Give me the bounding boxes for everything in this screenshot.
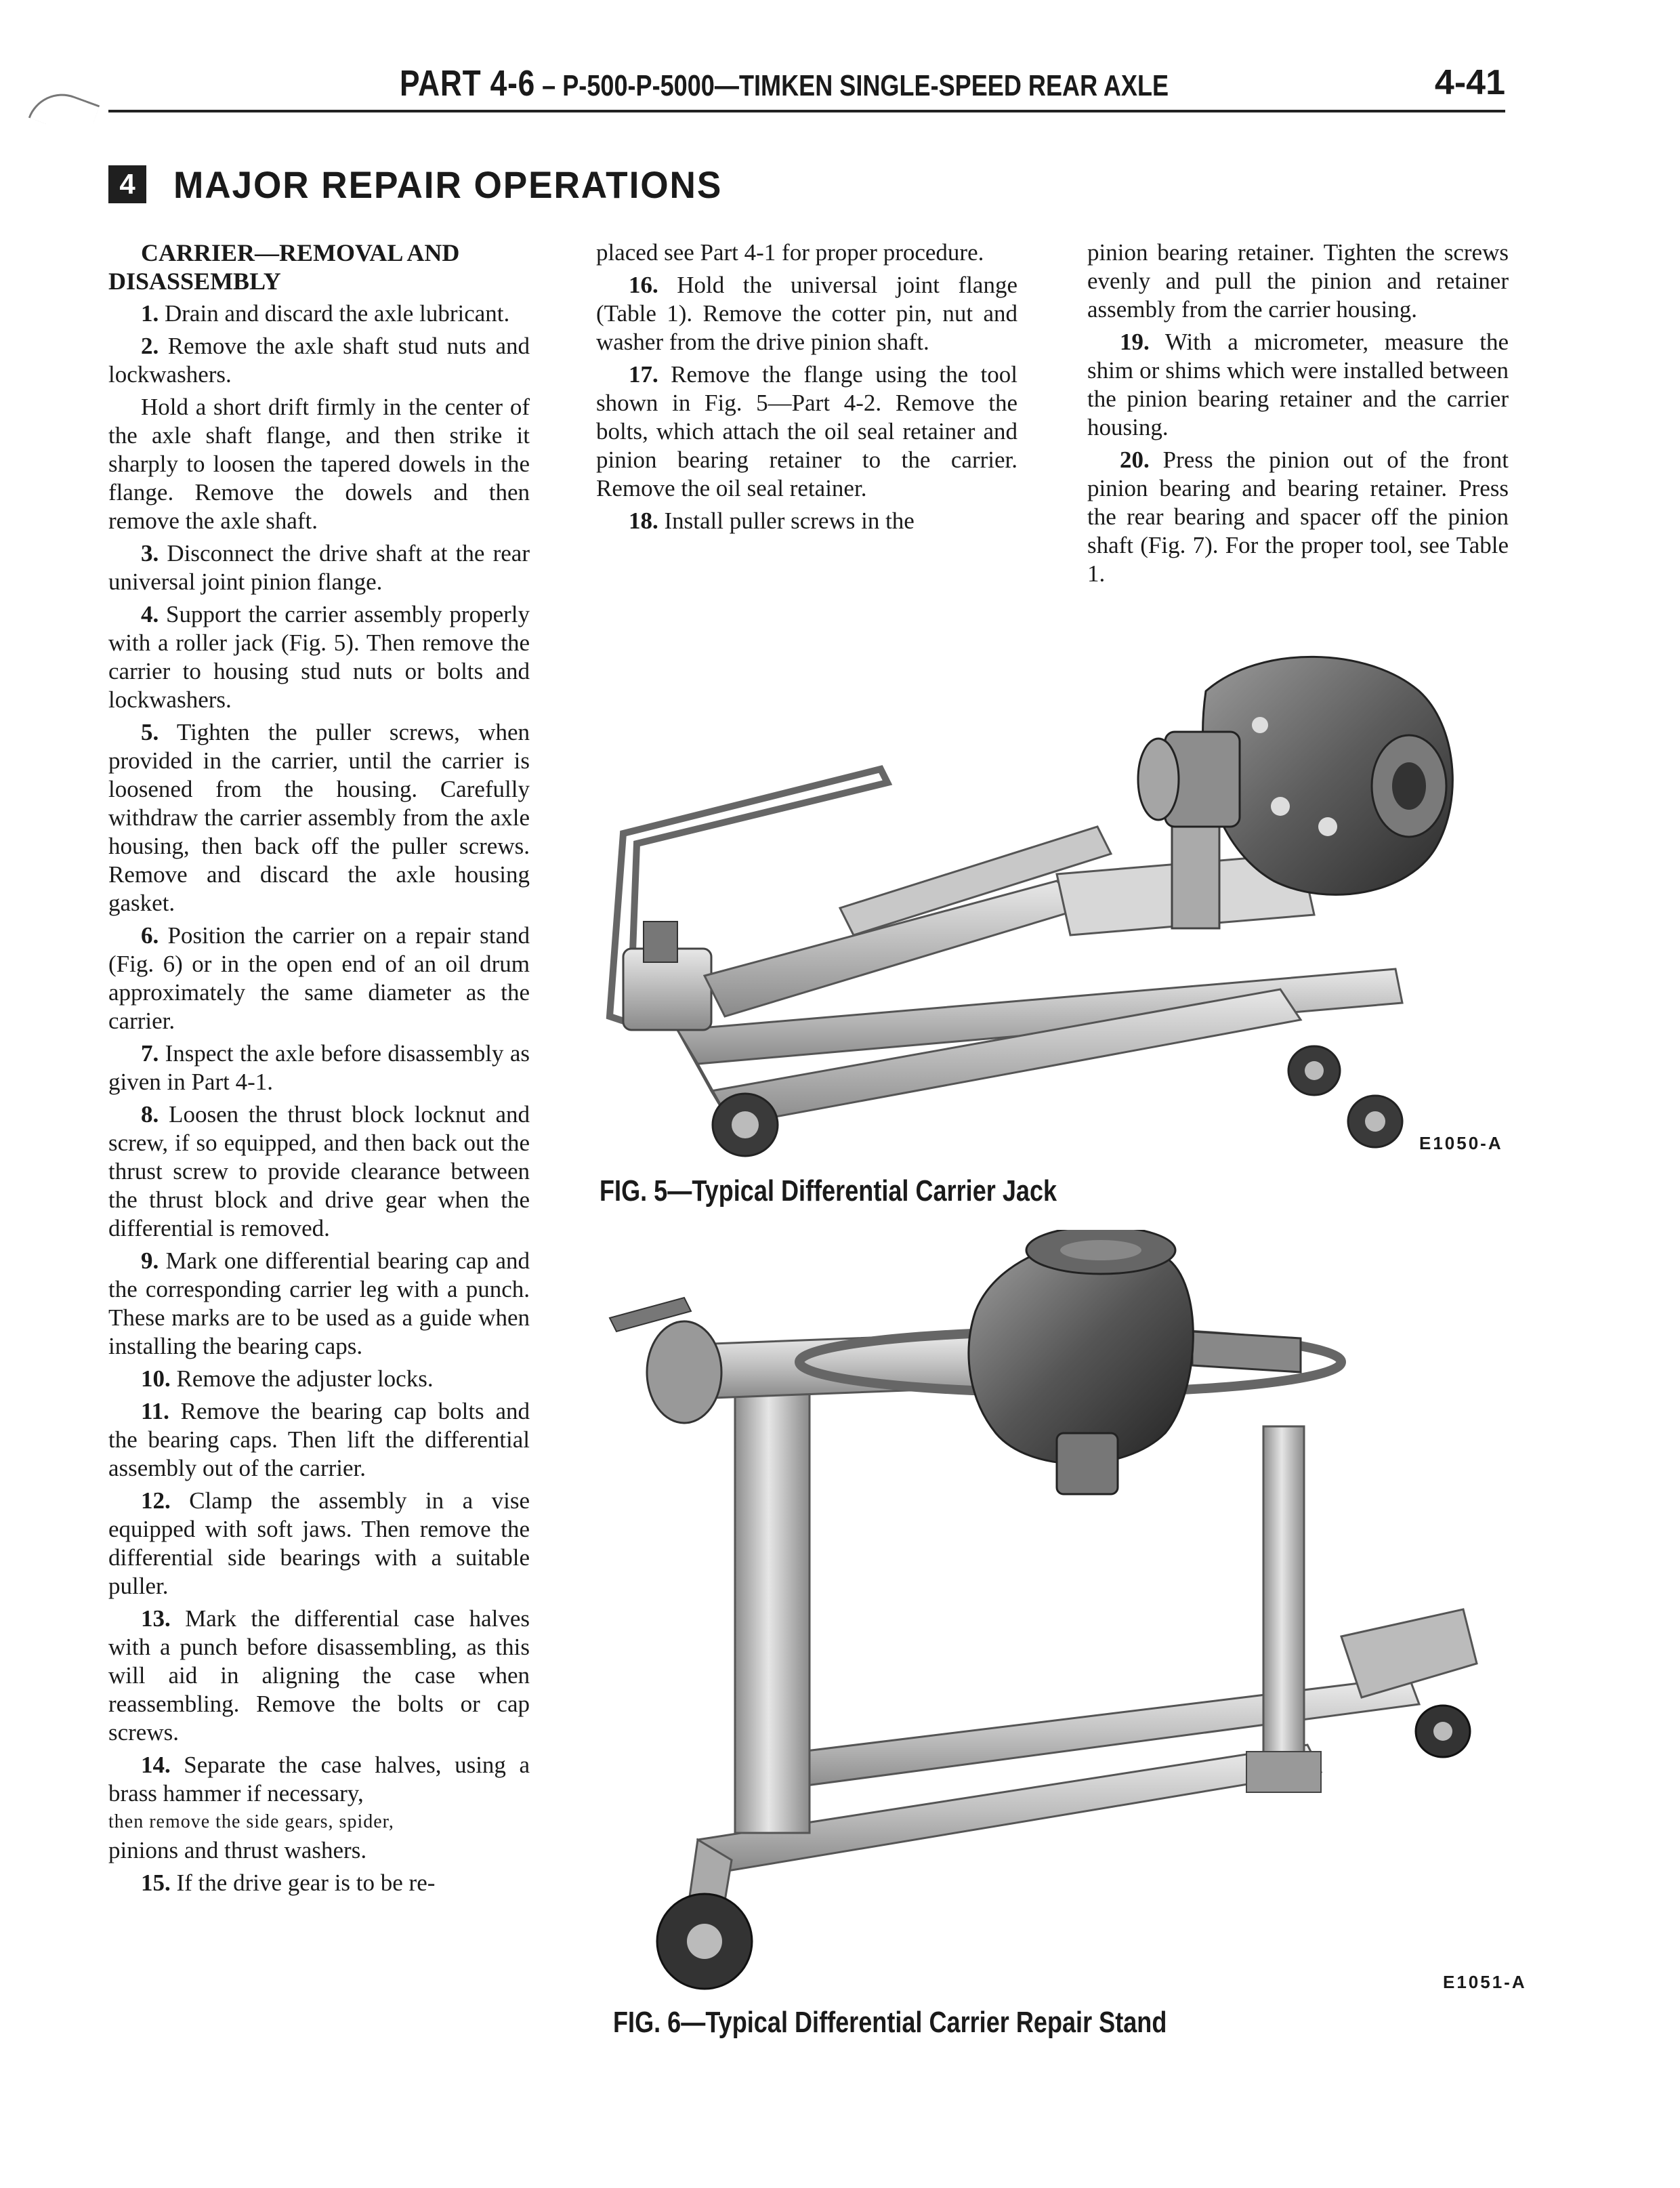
paragraph (1087, 328, 1509, 442)
paragraph (108, 539, 530, 596)
step-text: Remove the axle shaft stud nuts and lockwashers. (108, 333, 530, 388)
paragraph (108, 393, 530, 535)
figure-6-caption: FIG. 6—Typical Differential Carrier Repair Stand (613, 2006, 1167, 2039)
step-number: 18. (629, 508, 658, 534)
paragraph (108, 1605, 530, 1747)
subheading: CARRIER—REMOVAL AND DISASSEMBLY (108, 239, 460, 295)
paragraph (108, 1397, 530, 1483)
small-text-line: then remove the side gears, spider, (108, 1811, 394, 1832)
paragraph-continuation (596, 239, 1017, 267)
section-heading (108, 164, 751, 205)
paragraph (108, 1751, 530, 1808)
page-number: 4-41 (1434, 63, 1505, 102)
step-text: With a micrometer, measure the shim or shims which were installed between the pinion bearing retainer and the carrier housing. (1087, 329, 1509, 440)
paragraph (108, 922, 530, 1035)
page-header (108, 62, 1505, 111)
paragraph (108, 718, 530, 917)
paragraph (108, 1487, 530, 1601)
step-text: Clamp the assembly in a vise equipped with soft jaws. Then remove the differential side bearings with a suitable puller. (108, 1487, 530, 1599)
figure-5-caption: FIG. 5—Typical Differential Carrier Jack (600, 1174, 1057, 1207)
paragraph (108, 1869, 530, 1897)
step-number: 19. (1120, 329, 1150, 355)
step-text: Press the pinion out of the front pinion bearing and bearing retainer. Press the rear bearing and spacer off the pinion shaft (Fig. 7). For the proper tool, see Table 1. (1087, 447, 1509, 587)
step-text: Disconnect the drive shaft at the rear universal joint pinion flange. (108, 540, 530, 595)
text-column-2 (596, 239, 1017, 539)
paragraph (108, 300, 530, 328)
header-title (400, 62, 1169, 104)
step-text: Loosen the thrust block locknut and screw, if so equipped, and then back out the thrust screw to provide clearance between the thrust block and drive gear when the differential is removed. (108, 1101, 530, 1241)
step-number: 6. (141, 922, 159, 949)
paragraph (108, 332, 530, 389)
step-number: 15. (141, 1870, 171, 1896)
paragraph (108, 1365, 530, 1393)
step-text: If the drive gear is to be re- (170, 1870, 436, 1896)
step-text: Support the carrier assembly properly with a roller jack (Fig. 5). Then remove the carrier to housing stud nuts or bolts and lockwashers. (108, 601, 530, 713)
page-corner-mark (28, 84, 100, 140)
step-text: Position the carrier on a repair stand (Fig. 6) or in the open end of an oil drum approximately the same diameter as the carrier. (108, 922, 530, 1034)
header-part-label: PART 4-6 (400, 63, 536, 104)
step-text: placed see Part 4-1 for proper procedure. (596, 239, 984, 266)
step-text: Hold a short drift firmly in the center of the axle shaft flange, and then strike it sharply to loosen the tapered dowels in the flange. Remove the dowels and then remove the axle shaft. (108, 394, 530, 534)
step-number: 1. (141, 300, 159, 327)
step-number: 12. (141, 1487, 171, 1514)
step-text: Hold the universal joint flange (Table 1). Remove the cotter pin, nut and washer from the drive pinion shaft. (596, 272, 1017, 355)
step-text: Mark the differential case halves with a punch before disassembling, as this will aid in aligning the case when reassembling. Remove the bolts or cap screws. (108, 1605, 530, 1746)
header-rule (108, 110, 1505, 112)
step-text: Mark one differential bearing cap and the corresponding carrier leg with a punch. These marks are to be used as a guide when installing the bearing caps. (108, 1247, 530, 1359)
step-number: 13. (141, 1605, 171, 1632)
header-title-rest: – P-500-P-5000—TIMKEN SINGLE-SPEED REAR AXLE (535, 69, 1169, 102)
paragraph (596, 507, 1017, 535)
figure-6-code: E1051-A (1443, 1972, 1527, 1992)
text-column-1 (108, 239, 530, 1901)
step-number: 16. (629, 272, 658, 298)
paragraph (596, 271, 1017, 356)
step-text: Remove the adjuster locks. (170, 1365, 434, 1392)
step-number: 2. (141, 333, 159, 359)
step-number: 17. (629, 361, 658, 388)
step-text: Inspect the axle before disassembly as given in Part 4-1. (108, 1040, 530, 1095)
step-text: Remove the flange using the tool shown in Fig. 5—Part 4-2. Remove the bolts, which attach the oil seal retainer and pinion bearing retainer to the carrier. Remove the oil seal retainer. (596, 361, 1017, 501)
step-number: 7. (141, 1040, 159, 1067)
step-number: 11. (141, 1398, 169, 1424)
paragraph (1087, 446, 1509, 588)
step-text: Tighten the puller screws, when provided in the carrier, until the carrier is loosened from the housing. Carefully withdraw the carrier assembly from the axle housing, then back off the puller screws. Remove and discard the axle housing gasket. (108, 719, 530, 916)
paragraph-continuation: pinions and thrust washers. (108, 1837, 367, 1863)
figure-5-carrier-jack-illustration (596, 651, 1507, 1165)
step-number: 9. (141, 1247, 159, 1274)
step-number: 14. (141, 1752, 171, 1778)
step-number: 4. (141, 601, 159, 627)
text-column-3 (1087, 239, 1509, 592)
step-text: pinion bearing retainer. Tighten the screws evenly and pull the pinion and retainer assembly from the carrier housing. (1087, 239, 1509, 323)
step-number: 8. (141, 1101, 159, 1128)
figure-5-code: E1050-A (1419, 1133, 1503, 1153)
section-badge: 4 (108, 165, 146, 203)
paragraph (108, 1039, 530, 1096)
paragraph (108, 1247, 530, 1361)
step-number: 3. (141, 540, 159, 566)
paragraph (596, 360, 1017, 503)
paragraph (108, 600, 530, 714)
step-text: Separate the case halves, using a brass hammer if necessary, (108, 1752, 530, 1807)
section-title: MAJOR REPAIR OPERATIONS (173, 163, 723, 206)
step-text: Install puller screws in the (658, 508, 915, 534)
step-number: 20. (1120, 447, 1150, 473)
figure-6-repair-stand-illustration (596, 1230, 1507, 1996)
step-text: Remove the bearing cap bolts and the bearing caps. Then lift the differential assembly out of the carrier. (108, 1398, 530, 1481)
step-number: 5. (141, 719, 159, 745)
step-text: Drain and discard the axle lubricant. (159, 300, 510, 327)
step-number: 10. (141, 1365, 171, 1392)
paragraph-continuation (1087, 239, 1509, 324)
paragraph (108, 1100, 530, 1243)
